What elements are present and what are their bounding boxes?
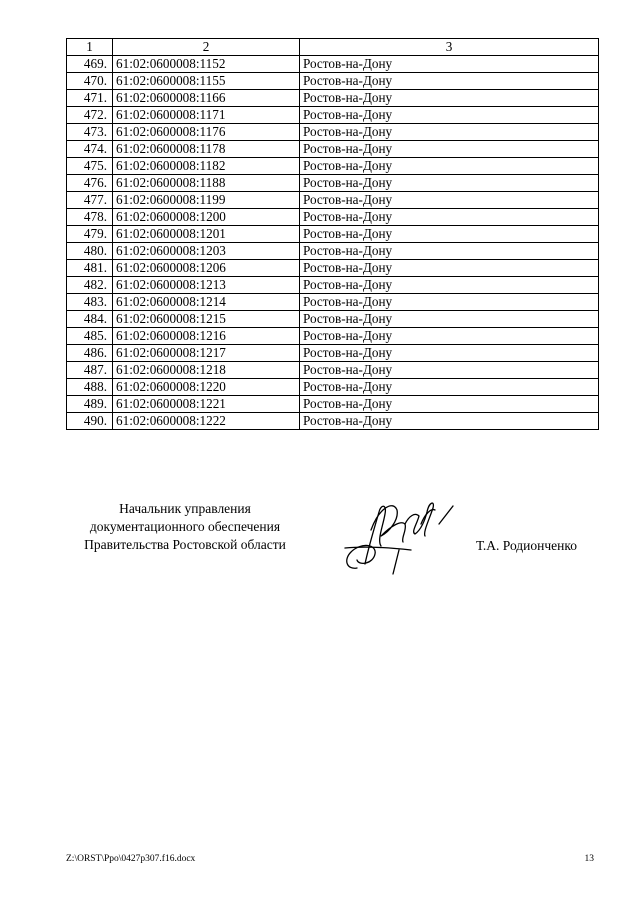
table-row <box>67 141 599 158</box>
signatory-title <box>60 500 310 554</box>
location: Ростов-на-Дону <box>300 294 599 311</box>
cadastral-number: 61:02:0600008:1152 <box>113 56 300 73</box>
location: Ростов-на-Дону <box>300 175 599 192</box>
cadastral-number: 61:02:0600008:1218 <box>113 362 300 379</box>
row-number: 486. <box>67 345 113 362</box>
row-number: 469. <box>67 56 113 73</box>
parcel-table <box>66 38 599 430</box>
location: Ростов-на-Дону <box>300 362 599 379</box>
location: Ростов-на-Дону <box>300 260 599 277</box>
table-row <box>67 277 599 294</box>
cadastral-number: 61:02:0600008:1201 <box>113 226 300 243</box>
location: Ростов-на-Дону <box>300 107 599 124</box>
table-row <box>67 175 599 192</box>
row-number: 474. <box>67 141 113 158</box>
row-number: 488. <box>67 379 113 396</box>
handwritten-signature <box>335 490 460 580</box>
location: Ростов-на-Дону <box>300 56 599 73</box>
location: Ростов-на-Дону <box>300 192 599 209</box>
table-row <box>67 56 599 73</box>
row-number: 470. <box>67 73 113 90</box>
location: Ростов-на-Дону <box>300 209 599 226</box>
table-row <box>67 226 599 243</box>
row-number: 485. <box>67 328 113 345</box>
cadastral-number: 61:02:0600008:1215 <box>113 311 300 328</box>
row-number: 490. <box>67 413 113 430</box>
row-number: 476. <box>67 175 113 192</box>
table-row <box>67 345 599 362</box>
page-number: 13 <box>584 854 594 864</box>
cadastral-number: 61:02:0600008:1217 <box>113 345 300 362</box>
cadastral-number: 61:02:0600008:1188 <box>113 175 300 192</box>
location: Ростов-на-Дону <box>300 311 599 328</box>
location: Ростов-на-Дону <box>300 73 599 90</box>
cadastral-number: 61:02:0600008:1155 <box>113 73 300 90</box>
location: Ростов-на-Дону <box>300 90 599 107</box>
table-row <box>67 413 599 430</box>
table-row <box>67 379 599 396</box>
row-number: 475. <box>67 158 113 175</box>
table-header-row <box>67 39 599 56</box>
row-number: 489. <box>67 396 113 413</box>
table-row <box>67 311 599 328</box>
signatory-name: Т.А. Родионченко <box>476 538 577 553</box>
row-number: 483. <box>67 294 113 311</box>
location: Ростов-на-Дону <box>300 141 599 158</box>
cadastral-number: 61:02:0600008:1221 <box>113 396 300 413</box>
cadastral-number: 61:02:0600008:1182 <box>113 158 300 175</box>
column-header: 1 <box>67 39 113 56</box>
table-row <box>67 73 599 90</box>
row-number: 479. <box>67 226 113 243</box>
cadastral-number: 61:02:0600008:1171 <box>113 107 300 124</box>
location: Ростов-на-Дону <box>300 243 599 260</box>
cadastral-number: 61:02:0600008:1220 <box>113 379 300 396</box>
table-row <box>67 396 599 413</box>
location: Ростов-на-Дону <box>300 226 599 243</box>
table-row <box>67 192 599 209</box>
location: Ростов-на-Дону <box>300 158 599 175</box>
cadastral-number: 61:02:0600008:1176 <box>113 124 300 141</box>
cadastral-number: 61:02:0600008:1214 <box>113 294 300 311</box>
row-number: 481. <box>67 260 113 277</box>
table-row <box>67 260 599 277</box>
location: Ростов-на-Дону <box>300 345 599 362</box>
row-number: 473. <box>67 124 113 141</box>
row-number: 482. <box>67 277 113 294</box>
row-number: 484. <box>67 311 113 328</box>
row-number: 477. <box>67 192 113 209</box>
table-row <box>67 328 599 345</box>
location: Ростов-на-Дону <box>300 396 599 413</box>
location: Ростов-на-Дону <box>300 413 599 430</box>
cadastral-number: 61:02:0600008:1203 <box>113 243 300 260</box>
table-row <box>67 124 599 141</box>
table-row <box>67 362 599 379</box>
table-row <box>67 243 599 260</box>
row-number: 471. <box>67 90 113 107</box>
location: Ростов-на-Дону <box>300 328 599 345</box>
location: Ростов-на-Дону <box>300 124 599 141</box>
table-row <box>67 90 599 107</box>
cadastral-number: 61:02:0600008:1200 <box>113 209 300 226</box>
signatory-title-line: документационного обеспечения <box>89 519 281 534</box>
cadastral-number: 61:02:0600008:1222 <box>113 413 300 430</box>
table-row <box>67 209 599 226</box>
table-row <box>67 107 599 124</box>
cadastral-number: 61:02:0600008:1213 <box>113 277 300 294</box>
row-number: 478. <box>67 209 113 226</box>
signatory-title-line: Правительства Ростовской области <box>84 537 286 552</box>
column-header: 2 <box>113 39 300 56</box>
row-number: 480. <box>67 243 113 260</box>
table-body <box>67 56 599 430</box>
location: Ростов-на-Дону <box>300 277 599 294</box>
signatory-title-line: Начальник управления <box>119 501 251 516</box>
row-number: 472. <box>67 107 113 124</box>
cadastral-number: 61:02:0600008:1206 <box>113 260 300 277</box>
column-header: 3 <box>300 39 599 56</box>
cadastral-number: 61:02:0600008:1216 <box>113 328 300 345</box>
location: Ростов-на-Дону <box>300 379 599 396</box>
table-row <box>67 294 599 311</box>
row-number: 487. <box>67 362 113 379</box>
cadastral-number: 61:02:0600008:1178 <box>113 141 300 158</box>
cadastral-number: 61:02:0600008:1199 <box>113 192 300 209</box>
file-path: Z:\ORST\Ppo\0427p307.f16.docx <box>66 854 196 864</box>
table-row <box>67 158 599 175</box>
cadastral-number: 61:02:0600008:1166 <box>113 90 300 107</box>
